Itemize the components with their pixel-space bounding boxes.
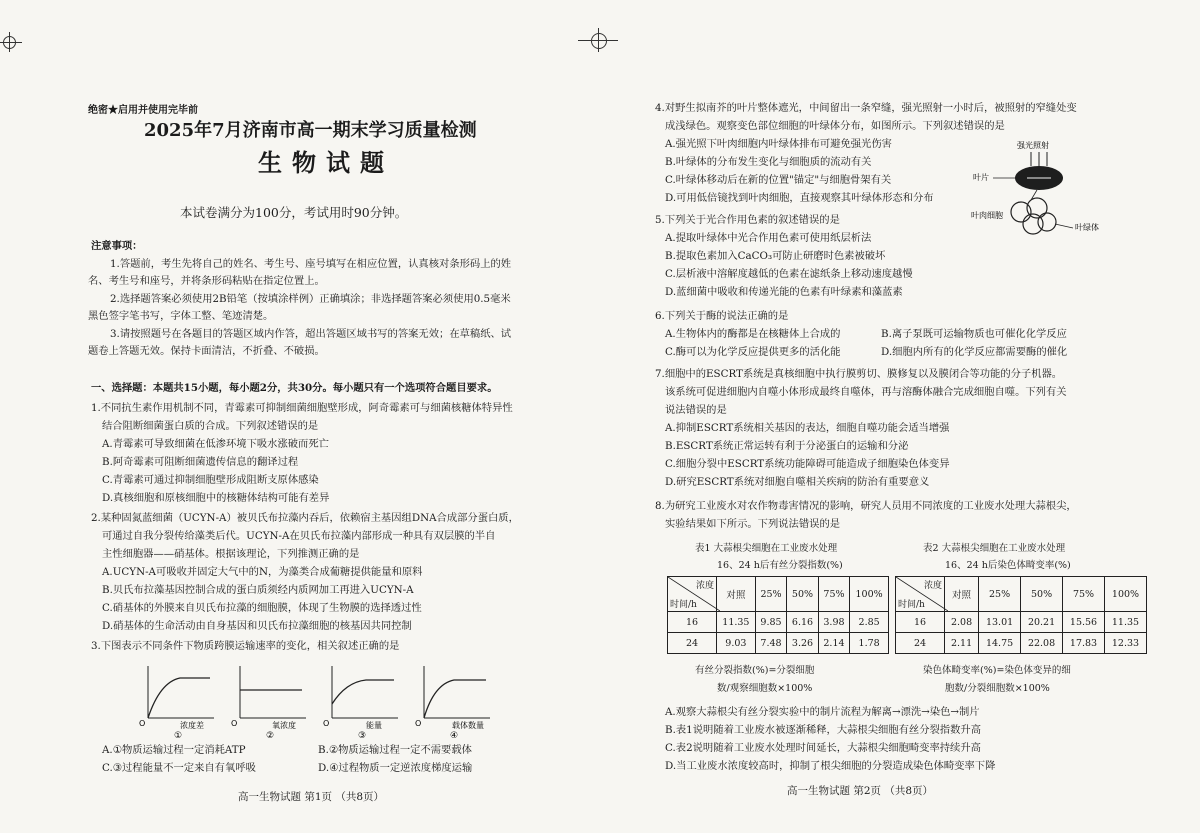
q2-option-b: B.贝氏布拉藻基因控制合成的蛋白质须经内质网加工再进入UCYN-A [102,584,414,596]
graph-xlabel: 浓度差 [180,721,204,730]
graph-origin: O [231,719,238,728]
q1-stem: 1.不同抗生素作用机制不同，青霉素可抑制细菌细胞壁形成，阿奇霉素可与细菌核糖体特异性 [91,402,513,414]
q8-option-a: A.观察大蒜根尖有丝分裂实验中的制片流程为解离→漂洗→染色→制片 [665,706,980,718]
q3-option-c: C.③过程能量不一定来自有氧呼吸 [102,762,256,774]
table-header: 25% [979,577,1021,612]
note-line: 1.答题前，考生先将自己的姓名、考生号、座号填写在相应位置，认真核对条形码上的姓 [110,258,512,270]
q5-option-c: C.层析液中溶解度越低的色素在滤纸条上移动速度越慢 [665,268,913,280]
q5-option-b: B.提取色素加入CaCO₃可防止研磨时色素被破坏 [665,250,886,262]
table2-corner: 浓度 时间/h [896,577,945,612]
q5-option-d: D.蓝细菌中吸收和传递光能的色素有叶绿素和藻蓝素 [665,286,903,298]
q2-option-a: A.UCYN-A可吸收并固定大气中的N，为藻类合成葡糖提供能量和原料 [102,566,423,578]
q4-option-b: B.叶绿体的分布发生变化与细胞质的流动有关 [665,156,872,168]
section-heading: 一、选择题：本题共15小题，每小题2分，共30分。每小题只有一个选项符合题目要求。 [91,382,498,394]
graph-origin: O [323,719,330,728]
q7-option-a: A.抑制ESCRT系统相关基因的表达，细胞自噬功能会适当增强 [665,422,950,434]
table1 [667,576,889,654]
note-line: 黑色签字笔书写，字体工整、笔迹清楚。 [88,310,274,322]
q6-stem: 6.下列关于酶的说法正确的是 [655,310,789,322]
chloroplast-label: 叶绿体 [1075,223,1099,232]
light-label: 强光照射 [1017,141,1049,150]
q7-stem: 7.细胞中的ESCRT系统是真核细胞中执行膜剪切、膜修复以及膜闭合等功能的分子机器。 [655,368,1063,380]
note-line: 名、考生号和座号，并将条形码粘贴在指定位置上。 [88,275,325,287]
q7-stem: 说法错误的是 [665,404,727,416]
page-footer: 高一生物试题 第1页 （共8页） [238,791,385,803]
q2-option-c: C.硝基体的外膜来自贝氏布拉藻的细胞膜，体现了生物膜的选择透过性 [102,602,422,614]
graph-2 [231,666,306,740]
table2-caption: 16、24 h后染色体畸变率(%) [945,560,1071,571]
table2-caption: 表2 大蒜根尖细胞在工业废水处理 [923,543,1066,554]
q7-option-b: B.ESCRT系统正常运转有利于分泌蛋白的运输和分泌 [665,440,909,452]
q4-stem: 成浅绿色。观察变色部位细胞的叶绿体分布，如图所示。下列叙述错误的是 [665,120,1005,132]
q7-option-c: C.细胞分裂中ESCRT系统功能障碍可能造成子细胞染色体变异 [665,458,950,470]
q4-option-c: C.叶绿体移动后在新的位置"锚定"与细胞骨架有关 [665,174,892,186]
registration-mark-center [578,28,618,52]
table-row: 16 2.08 13.01 20.21 15.56 11.35 [896,612,1147,633]
q4-option-a: A.强光照下叶肉细胞内叶绿体排布可避免强光伤害 [665,138,892,150]
table1-note: 有丝分裂指数(%)=分裂细胞 [695,665,815,676]
notes-heading: 注意事项： [91,240,143,252]
table-header: 100% [1105,577,1147,612]
q1-option-b: B.阿奇霉素可阻断细菌遗传信息的翻译过程 [102,456,299,468]
table-header: 75% [1063,577,1105,612]
subject-title: 生物试题 [258,148,394,177]
graph-3 [323,666,398,740]
table1-caption: 表1 大蒜根尖细胞在工业废水处理 [695,543,838,554]
table-row: 16 11.35 9.85 6.16 3.98 2.85 [668,612,889,633]
graph-xlabel: 载体数量 [452,721,484,730]
page-footer: 高一生物试题 第2页 （共8页） [787,785,934,797]
q3-option-a: A.①物质运输过程一定消耗ATP [102,744,246,756]
graph-1 [139,666,214,740]
note-line: 2.选择题答案必须使用2B铅笔（按填涂样例）正确填涂；非选择题答案必须使用0.5毫米 [110,293,511,305]
cell-circle [1038,213,1056,231]
table-header: 100% [850,577,889,612]
q5-option-a: A.提取叶绿体中光合作用色素可使用纸层析法 [665,232,872,244]
graph-number: ② [266,731,275,740]
q2-stem: 2.某种固氮蓝细菌（UCYN-A）被贝氏布拉藻内吞后，依赖宿主基因组DNA合成部分蛋白质， [91,512,519,524]
graph-xlabel: 能量 [366,721,382,730]
q1-option-a: A.青霉素可导致细菌在低渗环境下吸水涨破而死亡 [102,438,329,450]
q5-stem: 5.下列关于光合作用色素的叙述错误的是 [655,214,840,226]
graph-number: ③ [358,731,367,740]
table1-corner: 浓度 时间/h [668,577,717,612]
graph-number: ④ [450,731,459,740]
q3-graphs [136,660,516,740]
table2-note: 胞数/分裂细胞数×100% [945,683,1050,694]
mesophyll-label: 叶肉细胞 [971,211,1003,220]
registration-mark-left [0,32,22,52]
table-header: 50% [787,577,818,612]
graph-origin: O [139,719,146,728]
q8-option-d: D.当工业废水浓度较高时，抑制了根尖细胞的分裂造成染色体畸变率下降 [665,760,996,772]
q7-stem: 该系统可促进细胞内自噬小体形成最终自噬体，再与溶酶体融合完成细胞自噬。下列有关 [665,386,1067,398]
q4-stem: 4.对野生拟南芥的叶片整体遮光，中间留出一条窄缝，强光照射一小时后，被照射的窄缝处变 [655,102,1077,114]
table2 [895,576,1147,654]
table1-note: 数/观察细胞数×100% [717,683,813,694]
graph-number: ① [174,731,183,740]
graph-xlabel: 氧浓度 [272,721,296,730]
graph-origin: O [415,719,422,728]
table-header: 对照 [945,577,979,612]
q2-stem: 可通过自我分裂传给藻类后代。UCYN-A在贝氏布拉藻内部形成一种具有双层膜的半自 [102,530,496,542]
graph-4 [415,666,490,740]
q3-option-d: D.④过程物质一定逆浓度梯度运输 [318,762,473,774]
table2-note: 染色体畸变率(%)=染色体变异的细 [923,665,1071,676]
q1-stem: 结合阻断细菌蛋白质的合成。下列叙述错误的是 [102,420,319,432]
q8-stem: 8.为研究工业废水对农作物毒害情况的影响，研究人员用不同浓度的工业废水处理大蒜根尖， [655,500,1077,512]
table1-caption: 16、24 h后有丝分裂指数(%) [717,560,843,571]
q8-stem: 实验结果如下所示。下列说法错误的是 [665,518,841,530]
q8-option-c: C.表2说明随着工业废水处理时间延长，大蒜根尖细胞畸变率持续升高 [665,742,981,754]
q1-option-d: D.真核细胞和原核细胞中的核糖体结构可能有差异 [102,492,330,504]
q4-option-d: D.可用低倍镜找到叶肉细胞，直接观察其叶绿体形态和分布 [665,192,934,204]
exam-title: 2025年7月济南市高一期末学习质量检测 [144,120,477,141]
table-header: 对照 [717,577,756,612]
note-line: 3.请按照题号在各题目的答题区域内作答，超出答题区域书写的答案无效；在草稿纸、试 [110,328,512,340]
table-header: 75% [818,577,849,612]
table-row: 24 9.03 7.48 3.26 2.14 1.78 [668,633,889,654]
leaf-label: 叶片 [973,173,989,182]
table-row: 24 2.11 14.75 22.08 17.83 12.33 [896,633,1147,654]
q6-option-a: A.生物体内的酶都是在核糖体上合成的 [665,328,841,340]
table-header: 50% [1021,577,1063,612]
q6-option-b: B.离子泵既可运输物质也可催化化学反应 [881,328,1067,340]
q6-option-c: C.酶可以为化学反应提供更多的活化能 [665,346,841,358]
note-line: 题卷上答题无效。保持卡面清洁，不折叠、不破损。 [88,345,325,357]
q3-option-b: B.②物质运输过程一定不需要载体 [318,744,472,756]
q3-stem: 3.下图表示不同条件下物质跨膜运输速率的变化，相关叙述正确的是 [91,640,400,652]
top-secret-label: 绝密★启用并使用完毕前 [88,105,198,116]
q8-option-b: B.表1说明随着工业废水被逐渐稀释，大蒜根尖细胞有丝分裂指数升高 [665,724,981,736]
q2-stem: 主性细胞器——硝基体。根据该理论，下列推测正确的是 [102,548,360,560]
q1-option-c: C.青霉素可通过抑制细胞壁形成阻断支原体感染 [102,474,319,486]
q2-option-d: D.硝基体的生命活动由自身基因和贝氏布拉藻细胞的核基因共同控制 [102,620,412,632]
table-header: 25% [755,577,786,612]
score-line: 本试卷满分为100分，考试用时90分钟。 [180,205,408,220]
q4-figure [971,136,1155,240]
q6-option-d: D.细胞内所有的化学反应都需要酶的催化 [881,346,1068,358]
q7-option-d: D.研究ESCRT系统对细胞自噬相关疾病的防治有重要意义 [665,476,930,488]
